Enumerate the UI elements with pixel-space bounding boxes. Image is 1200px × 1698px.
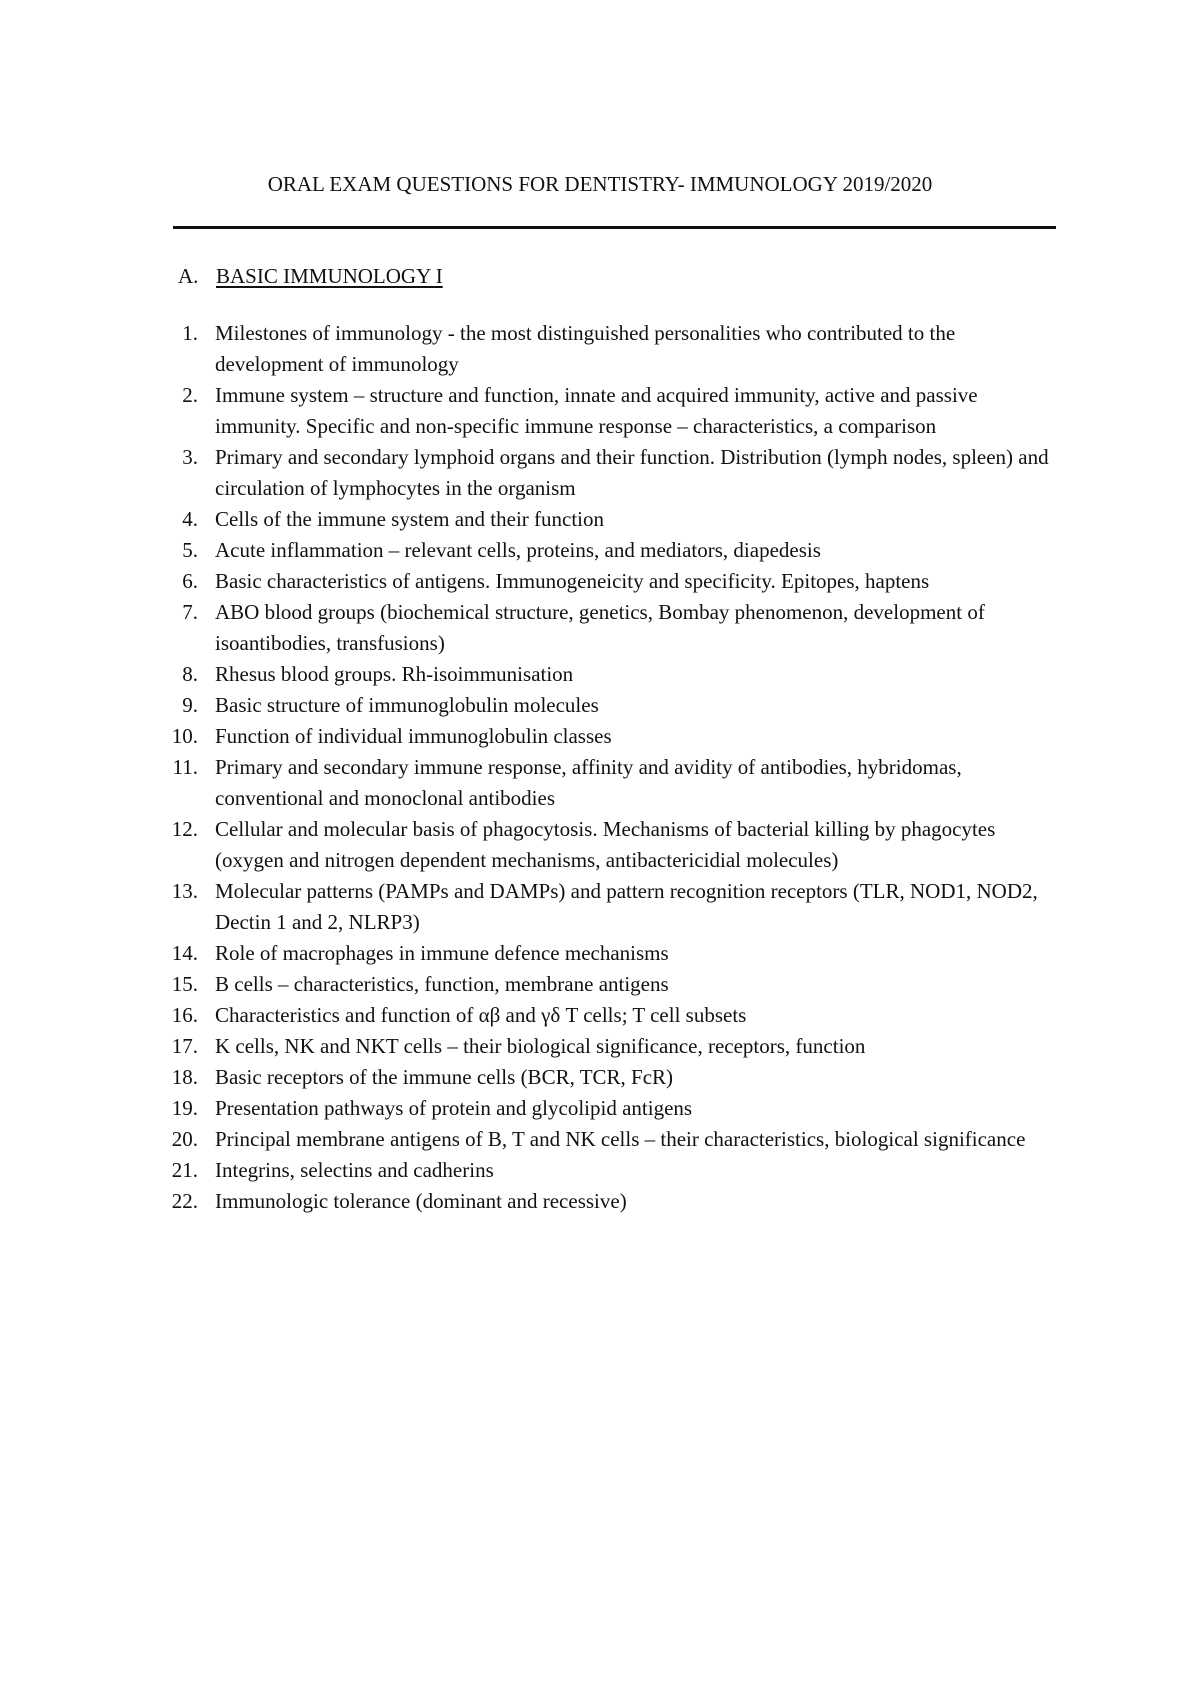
question-text: ABO blood groups (biochemical structure, genetics, Bombay phenomenon, development of isoantibodies, transfusions): [215, 600, 985, 655]
question-number: 18.: [171, 1065, 198, 1089]
question-item: [168, 1186, 1068, 1217]
question-text: Molecular patterns (PAMPs and DAMPs) and pattern recognition receptors (TLR, NOD1, NOD2, Dectin 1 and 2, NLRP3): [215, 879, 1038, 934]
question-number: 9.: [182, 693, 198, 717]
question-item: [168, 442, 1068, 504]
question-item: [168, 380, 1068, 442]
question-item: [168, 721, 1068, 752]
question-text: Immune system – structure and function, innate and acquired immunity, active and passive immunity. Specific and non-specific immune response – characteristics, a comparison: [215, 383, 978, 438]
question-text: Principal membrane antigens of B, T and NK cells – their characteristics, biological significance: [215, 1127, 1026, 1151]
question-item: [168, 318, 1068, 380]
question-text: Milestones of immunology - the most distinguished personalities who contributed to the development of immunology: [215, 321, 956, 376]
question-text: Rhesus blood groups. Rh-isoimmunisation: [215, 662, 574, 686]
question-text: Function of individual immunoglobulin classes: [215, 724, 612, 748]
question-number: 19.: [171, 1096, 198, 1120]
question-number: 11.: [172, 755, 198, 779]
question-text: Primary and secondary lymphoid organs and their function. Distribution (lymph nodes, spleen) and circulation of lymphocytes in the organism: [215, 445, 1049, 500]
question-number: 22.: [171, 1189, 198, 1213]
question-text: Characteristics and function of αβ and γδ T cells; T cell subsets: [215, 1003, 747, 1027]
question-item: [168, 752, 1068, 814]
section-heading: BASIC IMMUNOLOGY I: [216, 264, 443, 288]
question-text: Integrins, selectins and cadherins: [215, 1158, 494, 1182]
question-item: [168, 690, 1068, 721]
question-number: 12.: [171, 817, 198, 841]
question-text: Basic structure of immunoglobulin molecules: [215, 693, 599, 717]
question-item: [168, 566, 1068, 597]
question-number: 13.: [171, 879, 198, 903]
question-item: [168, 938, 1068, 969]
question-number: 1.: [182, 321, 198, 345]
question-text: Basic characteristics of antigens. Immunogeneicity and specificity. Epitopes, haptens: [215, 569, 930, 593]
question-number: 4.: [182, 507, 198, 531]
question-item: [168, 1031, 1068, 1062]
question-number: 3.: [182, 445, 198, 469]
question-item: [168, 1000, 1068, 1031]
question-item: [168, 659, 1068, 690]
question-text: Role of macrophages in immune defence mechanisms: [215, 941, 669, 965]
question-text: Primary and secondary immune response, affinity and avidity of antibodies, hybridomas, conventional and monoclonal antibodies: [215, 755, 962, 810]
question-item: [168, 535, 1068, 566]
section-header: [178, 264, 443, 289]
question-number: 15.: [171, 972, 198, 996]
question-number: 6.: [182, 569, 198, 593]
question-item: [168, 1062, 1068, 1093]
question-text: K cells, NK and NKT cells – their biological significance, receptors, function: [215, 1034, 866, 1058]
question-number: 21.: [171, 1158, 198, 1182]
question-text: Cells of the immune system and their function: [215, 507, 605, 531]
question-number: 10.: [171, 724, 198, 748]
question-item: [168, 876, 1068, 938]
question-number: 2.: [182, 383, 198, 407]
question-item: [168, 1093, 1068, 1124]
question-item: [168, 969, 1068, 1000]
question-text: Acute inflammation – relevant cells, proteins, and mediators, diapedesis: [215, 538, 821, 562]
question-text: Presentation pathways of protein and glycolipid antigens: [215, 1096, 693, 1120]
question-item: [168, 597, 1068, 659]
section-letter: A.: [178, 264, 199, 288]
question-text: Basic receptors of the immune cells (BCR, TCR, FcR): [215, 1065, 674, 1089]
question-item: [168, 1155, 1068, 1186]
question-text: Immunologic tolerance (dominant and recessive): [215, 1189, 627, 1213]
question-number: 8.: [182, 662, 198, 686]
question-number: 20.: [171, 1127, 198, 1151]
document-title: ORAL EXAM QUESTIONS FOR DENTISTRY- IMMUNOLOGY 2019/2020: [267, 172, 933, 196]
question-number: 7.: [182, 600, 198, 624]
question-text: Cellular and molecular basis of phagocytosis. Mechanisms of bacterial killing by phagocytes (oxygen and nitrogen dependent mechanisms, antibactericidial molecules): [215, 817, 996, 872]
question-number: 16.: [171, 1003, 198, 1027]
question-number: 17.: [171, 1034, 198, 1058]
question-number: 5.: [182, 538, 198, 562]
question-item: [168, 1124, 1068, 1155]
question-item: [168, 814, 1068, 876]
title-divider: [173, 226, 1056, 229]
question-item: [168, 504, 1068, 535]
question-number: 14.: [171, 941, 198, 965]
question-list: [168, 318, 1068, 1217]
question-text: B cells – characteristics, function, membrane antigens: [215, 972, 669, 996]
